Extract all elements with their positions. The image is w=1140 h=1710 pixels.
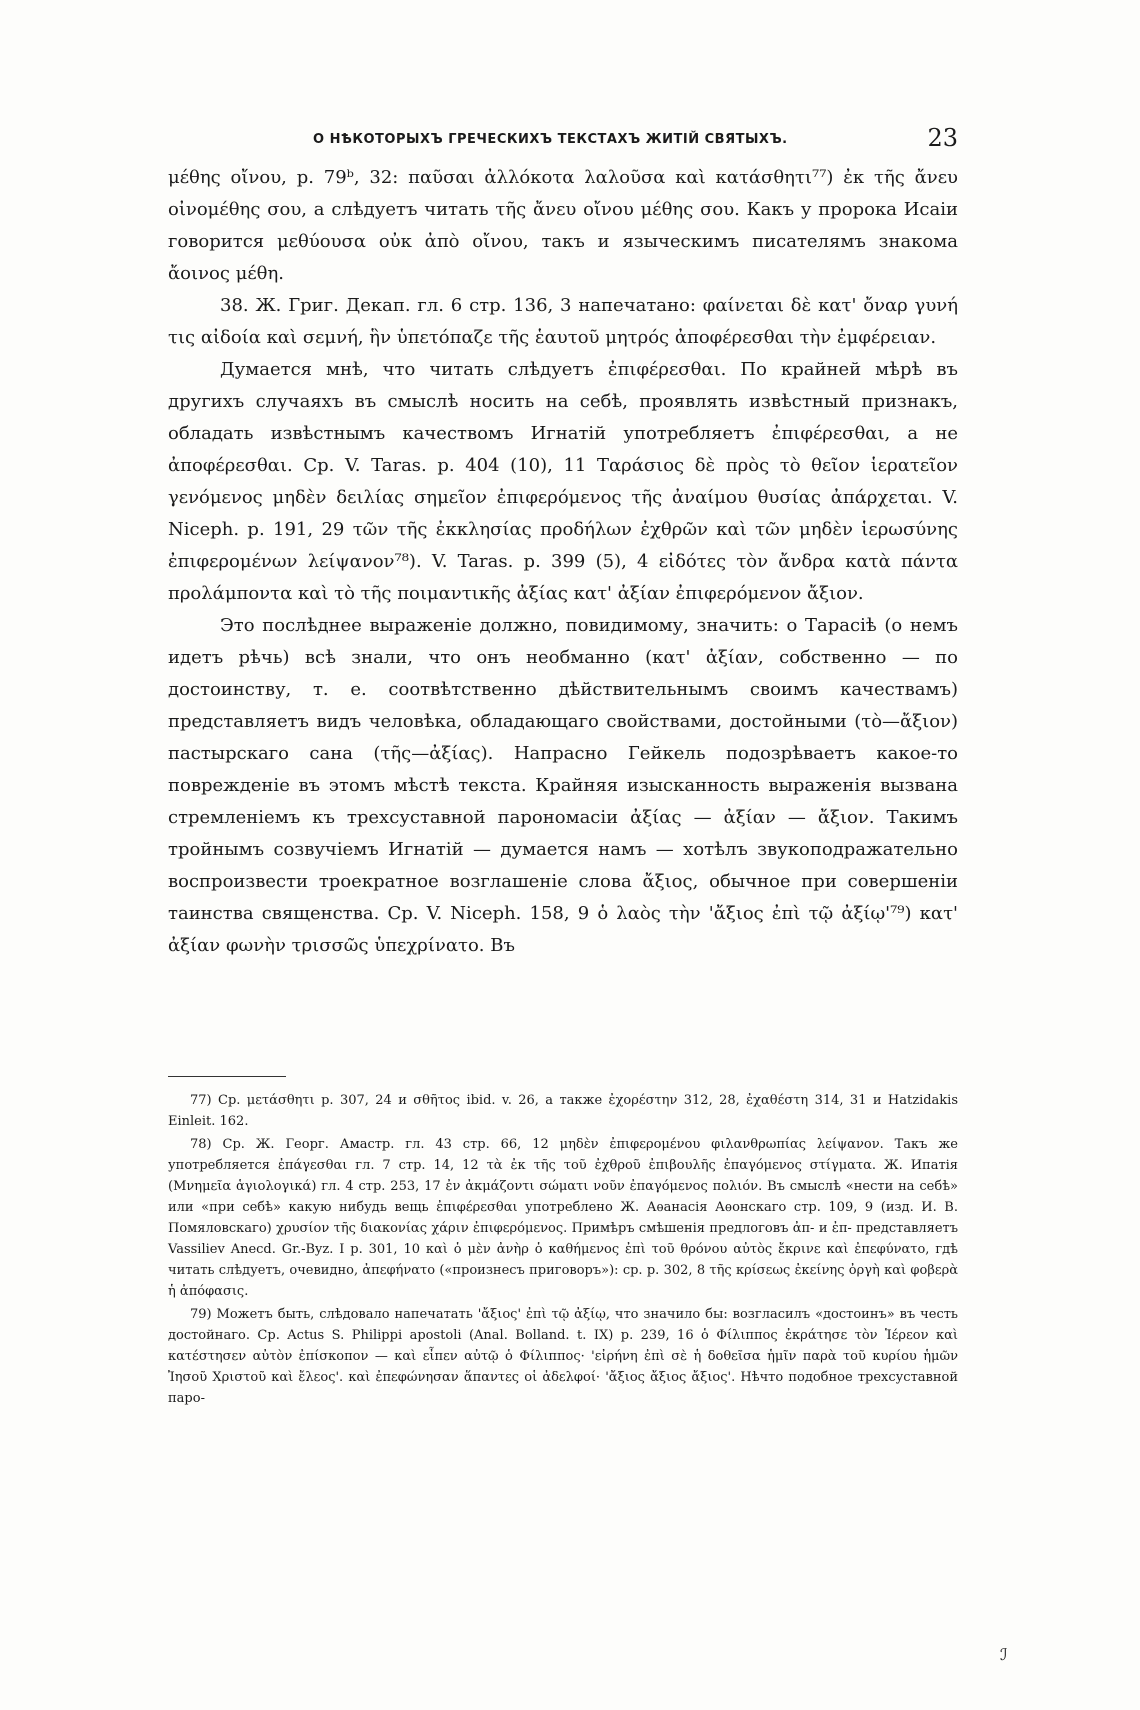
footnote-separator: [168, 1076, 286, 1077]
running-head: О НѢКОТОРЫХЪ ГРЕЧЕСКИХЪ ТЕКСТАХЪ ЖИТІЙ СВЯТЫХЪ.: [313, 132, 788, 147]
page-number: 23: [927, 124, 958, 152]
footnote: 78) Ср. Ж. Георг. Амастр. гл. 43 стр. 66, 12 μηδὲν ἐπιφερομένου φιλανθρωπίας λείψανον. Такъ же употребляется ἐπάγεσθαι гл. 7 стр. 14, 12 τὰ ἐκ τῆς τοῦ ἐχθροῦ ἐπιβουλῆς ἐπαγόμενος στίγματα. Ж. Ипатія (Μνημεῖα ἁγιολογικά) гл. 4 стр. 253, 17 ἐν ἀκμάζοντι σώματι νοῦν ἐπαγόμενος πολιόν. Въ смыслѣ «нести на себѣ» или «при себѣ» какую нибудь вещь ἐπιφέρεσθαι употреблено Ж. Аѳанасія Аѳонскаго стр. 109, 9 (изд. И. В. Помяловскаго) χρυσίον τῆς διακονίας χάριν ἐπιφερόμενος. Примѣръ смѣшенія предлоговъ ἀπ- и ἐπ- представляетъ Vassiliev Anecd. Gr.-Byz. I p. 301, 10 καὶ ὁ μὲν ἀνὴρ ὁ καθήμενος ἐπὶ τοῦ θρόνου αὐτὸς ἔκρινε καὶ ἐπεφύνατο, гдѣ читать слѣдуетъ, очевидно, ἀπεφήνατο («произнесъ приговоръ»): ср. p. 302, 8 τῆς κρίσεως ἐκείνης ὀργὴ καὶ φοβερὰ ἡ ἀπόφασις.: [168, 1137, 958, 1299]
body-paragraph: μέθης οἴνου, p. 79ᵇ, 32: παῦσαι ἀλλόκοτα λαλοῦσα καὶ κατάσθητι⁷⁷) ἐκ τῆς ἄνευ οἰνομέθης σου, а слѣдуетъ читать τῆς ἄνευ οἴνου μέθης σου. Какъ у пророка Исаіи говорится μεθύουσα οὐκ ἀπὸ οἴνου, такъ и языческимъ писателямъ знакома ἄοινος μέθη.: [168, 167, 958, 284]
body-paragraph: Это послѣднее выраженіе должно, повидимому, значить: о Тарасіѣ (о немъ идетъ рѣчь) всѣ знали, что онъ необманно (κατ' ἀξίαν, собственно — по достоинству, т. е. соотвѣтственно дѣйствительнымъ своимъ качествамъ) представляетъ видъ человѣка, обладающаго свойствами, достойными (τὸ—ἄξιον) пастырскаго сана (τῆς—ἀξίας). Напрасно Гейкель подозрѣваетъ какое-то поврежденіе въ этомъ мѣстѣ текста. Крайняя изысканность выраженія вызвана стремленіемъ къ трехсуставной парономасіи ἀξίας — ἀξίαν — ἄξιον. Такимъ тройнымъ созвучіемъ Игнатій — думается намъ — хотѣлъ звукоподражательно воспроизвести троекратное возглашеніе слова ἄξιος, обычное при совершеніи таинства священства. Ср. V. Niceph. 158, 9 ὁ λαὸς τὴν 'ἄξιος ἐπὶ τῷ ἀξίῳ'⁷⁹) κατ' ἀξίαν φωνὴν τρισσῶς ὑπεχρίνατο. Въ: [168, 615, 958, 956]
footnote: 79) Можетъ быть, слѣдовало напечатать 'ἄξιος' ἐπὶ τῷ ἀξίῳ, что значило бы: возгласилъ «достоинъ» въ честь достойнаго. Ср. Actus S. Philippi apostoli (Anal. Bolland. t. IX) p. 239, 16 ὁ Φίλιππος ἐκράτησε τὸν Ἱέρεον καὶ κατέστησεν αὐτὸν ἐπίσκοπον — καὶ εἶπεν αὐτῷ ὁ Φίλιππος· 'εἰρήνη ἐπὶ σὲ ἡ δοθεῖσα ἡμῖν παρὰ τοῦ κυρίου ἡμῶν Ἰησοῦ Χριστοῦ καὶ ἔλεος'. καὶ ἐπεφώνησαν ἅπαντες οἱ ἀδελφοί· 'ἄξιος ἄξιος ἄξιος'. Нѣчто подобное трехсуставной паро-: [168, 1307, 958, 1406]
main-text: [168, 162, 958, 962]
body-paragraph: Думается мнѣ, что читать слѣдуетъ ἐπιφέρεσθαι. По крайней мѣрѣ въ другихъ случаяхъ въ смыслѣ носить на себѣ, проявлять извѣстный признакъ, обладать извѣстнымъ качествомъ Игнатій употребляетъ ἐπιφέρεσθαι, а не ἀποφέρεσθαι. Ср. V. Taras. p. 404 (10), 11 Ταράσιος δὲ πρὸς τὸ θεῖον ἱερατεῖον γενόμενος μηδὲν δειλίας σημεῖον ἐπιφερόμενος τῆς ἀναίμου θυσίας ἀπάρχεται. V. Niceph. p. 191, 29 τῶν τῆς ἐκκλησίας προδήλων ἐχθρῶν καὶ τῶν μηδὲν ἱερωσύνης ἐπιφερομένων λείψανον⁷⁸). V. Taras. p. 399 (5), 4 εἰδότες τὸν ἄνδρα κατὰ πάντα προλάμποντα καὶ τὸ τῆς ποιμαντικῆς ἀξίας κατ' ἀξίαν ἐπιφερόμενον ἄξιον.: [168, 359, 958, 604]
footnotes: [168, 1090, 958, 1411]
body-paragraph: 38. Ж. Григ. Декап. гл. 6 стр. 136, 3 напечатано: φαίνεται δὲ κατ' ὄναρ γυνή τις αἰδοία καὶ σεμνή, ἣν ὑπετόπαζε τῆς ἑαυτοῦ μητρός ἀποφέρεσθαι τὴν ἐμφέρειαν.: [168, 295, 958, 348]
signature-mark: ℐ: [1000, 1645, 1008, 1664]
footnote: 77) Ср. μετάσθητι p. 307, 24 и σθῆτος ibid. v. 26, а также ἐχορέστην 312, 28, ἐχαθέστη 314, 31 и Hatzidakis Einleit. 162.: [168, 1093, 958, 1129]
page-header: [168, 124, 958, 154]
